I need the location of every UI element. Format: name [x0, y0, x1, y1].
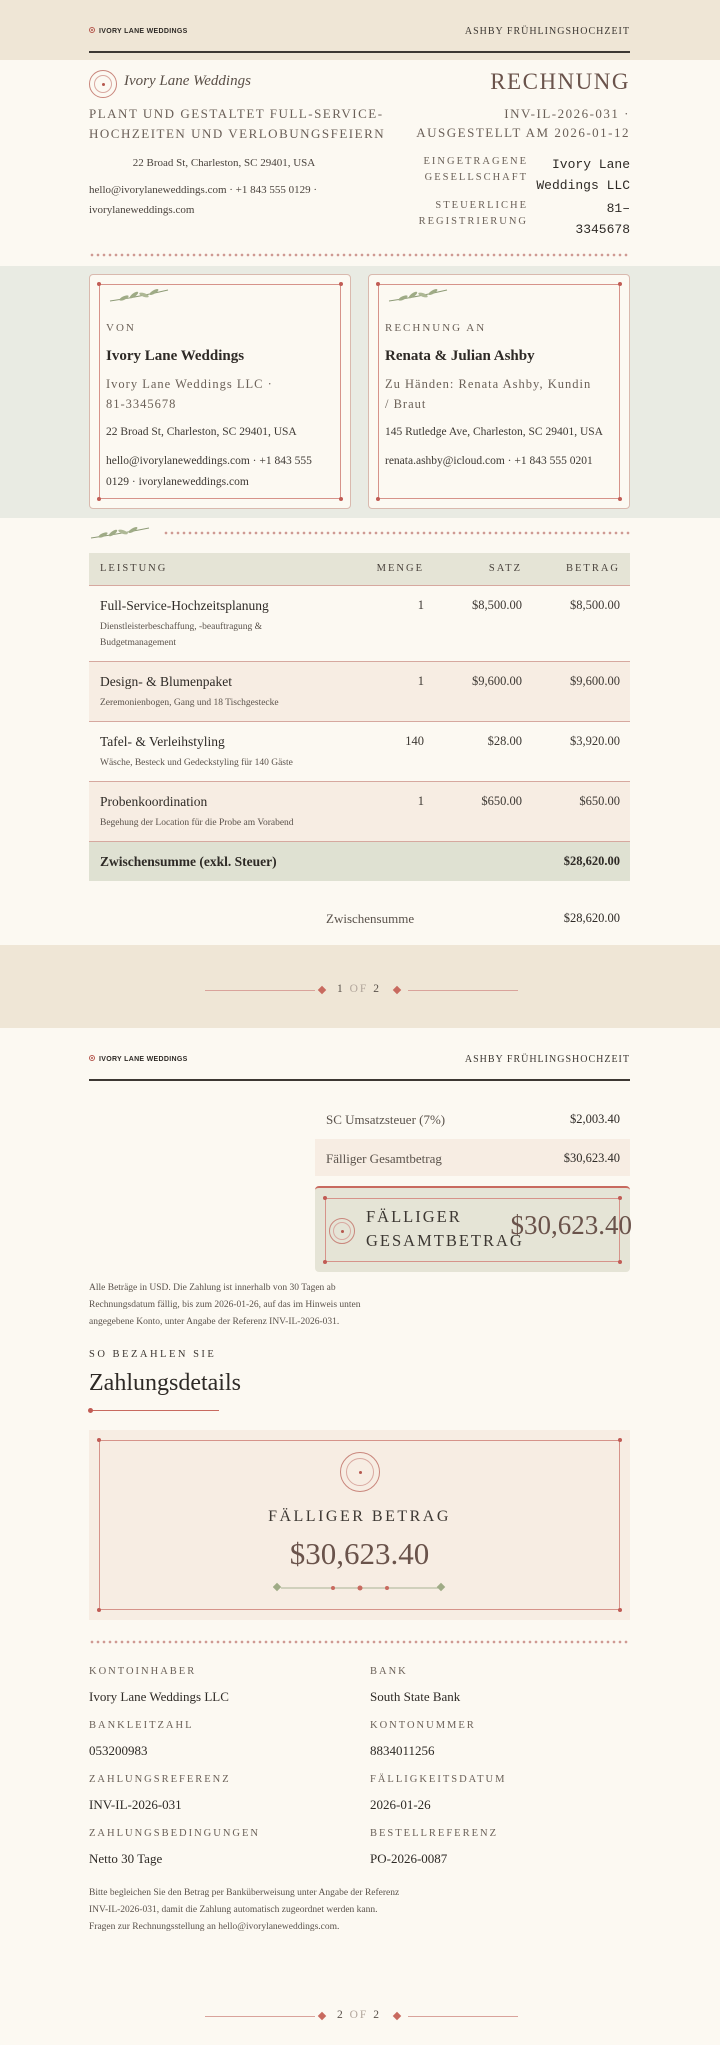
bill-to-attn-1: Zu Händen: Renata Ashby, Kundin — [385, 377, 592, 391]
from-legal-1: Ivory Lane Weddings LLC · — [106, 377, 273, 391]
field-value-account-holder: Ivory Lane Weddings LLC — [89, 1689, 229, 1704]
field-value-account-number: 8834011256 — [370, 1743, 435, 1758]
row-title: Probenkoordination — [100, 794, 208, 809]
row-amount: $8,500.00 — [570, 598, 620, 612]
invoice-issued-date: AUSGESTELLT AM 2026-01-12 — [416, 125, 630, 140]
page-of: OF — [349, 2009, 369, 2021]
page-indicator — [337, 983, 381, 995]
tax-registration-label-2: REGISTRIERUNG — [418, 216, 528, 227]
total-due-label-1: FÄLLIGER — [366, 1207, 462, 1226]
row-amount: $9,600.00 — [570, 674, 620, 688]
header-rule — [89, 1079, 630, 1081]
project-name: ASHBY FRÜHLINGSHOCHZEIT — [464, 1054, 630, 1065]
invoice-title: RECHNUNG — [490, 69, 630, 94]
tax-registration-value-1: 81– — [606, 201, 630, 216]
table-header — [89, 553, 630, 585]
payment-heading: Zahlungsdetails — [89, 1370, 241, 1396]
from-contact-1[interactable]: hello@ivorylaneweddings.com · +1 843 555 — [106, 455, 312, 467]
bill-to-card — [368, 274, 630, 509]
tax-label: SC Umsatzsteuer (7%) — [326, 1112, 446, 1127]
field-label: BESTELLREFERENZ — [370, 1828, 498, 1839]
field-label: KONTOINHABER — [89, 1666, 197, 1677]
field-label: ZAHLUNGSBEDINGUNGEN — [89, 1828, 260, 1839]
field-label: FÄLLIGKEITSDATUM — [370, 1774, 507, 1785]
brand-mini-text: IVORY LANE WEDDINGS — [99, 1056, 188, 1063]
due-label: Fälliger Gesamtbetrag — [326, 1151, 442, 1166]
brand-tagline-2: HOCHZEITEN UND VERLOBUNGSFEIERN — [89, 126, 386, 141]
leaf-sprig-icon — [387, 287, 449, 305]
brand-script-name: Ivory Lane Weddings — [124, 73, 251, 89]
payment-note-1: Alle Beträge in USD. Die Zahlung ist innerhalb von 30 Tagen ab — [89, 1283, 336, 1293]
field-label: BANK — [370, 1666, 408, 1677]
field-value-bank: South State Bank — [370, 1689, 461, 1704]
table-row — [89, 662, 630, 721]
amount-due-value: $30,623.40 — [289, 1536, 430, 1571]
registered-company-label-1: EINGETRAGENE — [423, 156, 528, 167]
invoice-number: INV-IL-2026-031 · — [504, 106, 630, 121]
brand-mark-icon — [89, 1055, 95, 1061]
brand-mini-text: IVORY LANE WEDDINGS — [99, 28, 188, 35]
from-card — [89, 274, 351, 509]
row-rate: $650.00 — [481, 794, 522, 808]
leaf-sprig-icon — [89, 525, 151, 541]
row-qty: 1 — [417, 794, 424, 808]
ornament-divider-icon — [273, 1582, 447, 1594]
field-value-due-date: 2026-01-26 — [370, 1797, 431, 1812]
page-indicator — [337, 2009, 381, 2021]
from-address: 22 Broad St, Charleston, SC 29401, USA — [106, 426, 297, 438]
dotted-divider — [89, 1640, 630, 1644]
subtotal-value: $28,620.00 — [563, 911, 620, 925]
invoice-page-2 — [0, 1028, 720, 2045]
row-qty: 1 — [417, 674, 424, 688]
field-value-routing: 053200983 — [89, 1743, 148, 1758]
registered-company-value-1: Ivory Lane — [551, 157, 630, 172]
row-amount: $650.00 — [579, 794, 620, 808]
brand-contact-1[interactable]: hello@ivorylaneweddings.com · +1 843 555 0129 · — [89, 184, 318, 196]
tax-registration-label-1: STEUERLICHE — [435, 200, 528, 211]
amount-due-panel — [89, 1430, 630, 1620]
subtotal-row-label: Zwischensumme (exkl. Steuer) — [100, 854, 277, 869]
header-rule — [89, 51, 630, 53]
underline-dot — [88, 1408, 93, 1413]
row-amount: $3,920.00 — [570, 734, 620, 748]
col-header-qty: MENGE — [376, 563, 424, 574]
total-due-amount: $30,623.40 — [510, 1210, 632, 1240]
payment-eyebrow: SO BEZAHLEN SIE — [89, 1349, 217, 1360]
row-rate: $9,600.00 — [472, 674, 522, 688]
row-title: Tafel- & Verleihstyling — [100, 734, 225, 749]
payment-instruction-3[interactable]: Fragen zur Rechnungsstellung an hello@ivorylaneweddings.com. — [89, 1922, 340, 1932]
field-value-reference: INV-IL-2026-031 — [89, 1797, 182, 1812]
row-desc: Budgetmanagement — [100, 638, 176, 648]
bill-to-label: RECHNUNG AN — [385, 322, 487, 334]
payment-note-3: angegebene Konto, unter Angabe der Referenz INV-IL-2026-031. — [89, 1317, 340, 1327]
row-qty: 140 — [405, 734, 424, 748]
leaf-sprig-icon — [108, 287, 170, 305]
subtotal-row-value: $28,620.00 — [563, 854, 620, 868]
brand-tagline-1: PLANT UND GESTALTET FULL-SERVICE- — [89, 106, 384, 121]
page-total: 2 — [373, 983, 381, 995]
row-desc: Dienstleisterbeschaffung, -beauftragung & — [100, 622, 263, 632]
payment-instruction-1: Bitte begleichen Sie den Betrag per Banküberweisung unter Angabe der Referenz — [89, 1888, 400, 1898]
amount-due-label: FÄLLIGER BETRAG — [268, 1508, 451, 1525]
registered-company-value-2: Weddings LLC — [536, 178, 630, 193]
subtotal-label: Zwischensumme — [326, 911, 415, 926]
payment-note-2: Rechnungsdatum fällig, bis zum 2026-01-26, auf das im Hinweis unten — [89, 1300, 361, 1310]
field-label: ZAHLUNGSREFERENZ — [89, 1774, 231, 1785]
seal-icon — [340, 1452, 380, 1492]
page-number: 2 — [337, 2009, 345, 2021]
page-total: 2 — [373, 2009, 381, 2021]
field-label: BANKLEITZAHL — [89, 1720, 194, 1731]
due-value: $30,623.40 — [563, 1151, 620, 1165]
bill-to-contact[interactable]: renata.ashby@icloud.com · +1 843 555 0201 — [385, 455, 593, 467]
bill-to-name: Renata & Julian Ashby — [385, 348, 535, 364]
row-title: Design- & Blumenpaket — [100, 674, 232, 689]
monogram-icon — [89, 70, 117, 98]
payment-instruction-2: INV-IL-2026-031, damit die Zahlung automatisch zugeordnet werden kann. — [89, 1905, 378, 1915]
page-number: 1 — [337, 983, 345, 995]
brand-mark-icon — [89, 27, 95, 33]
brand-website[interactable]: ivorylaneweddings.com — [89, 204, 195, 216]
bill-to-address: 145 Rutledge Ave, Charleston, SC 29401, USA — [385, 426, 603, 438]
total-due-label-2: GESAMTBETRAG — [366, 1231, 524, 1250]
bill-to-attn-2: / Braut — [385, 397, 427, 411]
row-qty: 1 — [417, 598, 424, 612]
field-label: KONTONUMMER — [370, 1720, 476, 1731]
dotted-divider — [89, 253, 630, 257]
tax-value: $2,003.40 — [570, 1112, 620, 1126]
row-desc: Wäsche, Besteck und Gedeckstyling für 140 Gäste — [100, 758, 293, 768]
project-name: ASHBY FRÜHLINGSHOCHZEIT — [464, 26, 630, 37]
col-header-rate: SATZ — [488, 563, 522, 574]
brand-mini — [89, 27, 188, 35]
col-header-service: LEISTUNG — [100, 563, 168, 574]
row-rate: $8,500.00 — [472, 598, 522, 612]
monogram-icon — [329, 1218, 355, 1244]
row-desc: Begehung der Location für die Probe am Vorabend — [100, 818, 294, 828]
total-due-box — [315, 1186, 630, 1272]
table-row — [89, 782, 630, 841]
from-label: VON — [106, 322, 136, 334]
dotted-divider — [163, 531, 630, 535]
field-value-po: PO-2026-0087 — [370, 1851, 448, 1866]
row-desc: Zeremonienbogen, Gang und 18 Tischgestecke — [100, 698, 279, 708]
heading-underline — [89, 1410, 219, 1411]
field-value-terms: Netto 30 Tage — [89, 1851, 163, 1866]
tax-registration-value-2: 3345678 — [575, 222, 630, 237]
row-title: Full-Service-Hochzeitsplanung — [100, 598, 269, 613]
brand-mini — [89, 1055, 188, 1063]
from-contact-2[interactable]: 0129 · ivorylaneweddings.com — [106, 476, 249, 488]
from-name: Ivory Lane Weddings — [106, 348, 245, 364]
col-header-amount: BETRAG — [566, 563, 620, 574]
row-rate: $28.00 — [487, 734, 522, 748]
page-of: OF — [349, 983, 369, 995]
brand-address: 22 Broad St, Charleston, SC 29401, USA — [132, 157, 316, 169]
registered-company-label-2: GESELLSCHAFT — [424, 172, 528, 183]
from-legal-2: 81-3345678 — [106, 397, 177, 411]
